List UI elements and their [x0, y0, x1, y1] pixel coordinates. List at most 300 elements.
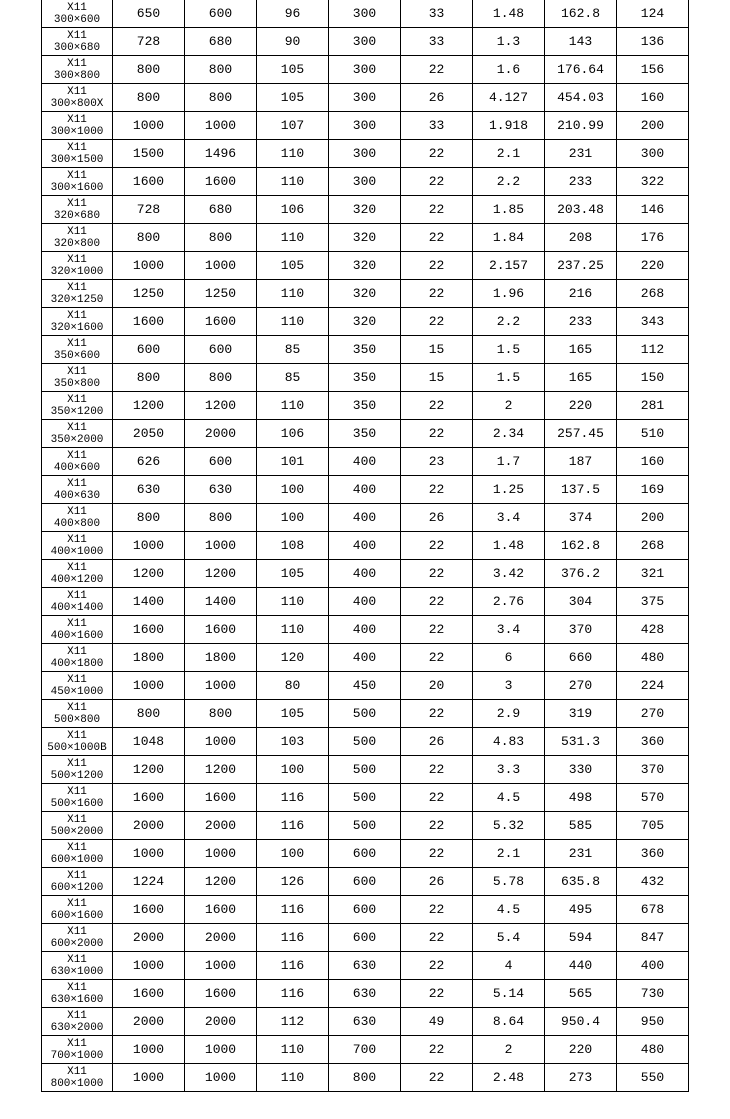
value-cell: 237.25	[545, 252, 617, 280]
value-cell: 500	[329, 812, 401, 840]
model-size: 300×680	[53, 41, 101, 54]
value-cell: 630	[329, 952, 401, 980]
value-cell: 231	[545, 140, 617, 168]
value-cell: 319	[545, 700, 617, 728]
model-prefix: X11	[67, 505, 87, 518]
model-cell	[42, 588, 113, 616]
model-prefix: X11	[67, 1009, 87, 1022]
value-cell: 600	[329, 868, 401, 896]
value-cell: 1000	[185, 252, 257, 280]
model-prefix: X11	[67, 785, 87, 798]
value-cell: 120	[257, 644, 329, 672]
value-cell: 1.96	[473, 280, 545, 308]
value-cell: 22	[401, 392, 473, 420]
value-cell: 2.48	[473, 1064, 545, 1092]
value-cell: 374	[545, 504, 617, 532]
value-cell: 1000	[113, 112, 185, 140]
value-cell: 216	[545, 280, 617, 308]
value-cell: 1400	[185, 588, 257, 616]
value-cell: 116	[257, 812, 329, 840]
value-cell: 1800	[113, 644, 185, 672]
value-cell: 343	[617, 308, 689, 336]
value-cell: 432	[617, 868, 689, 896]
value-cell: 1.5	[473, 336, 545, 364]
value-cell: 300	[329, 0, 401, 28]
model-prefix: X11	[67, 169, 87, 182]
table-row	[42, 728, 689, 756]
value-cell: 428	[617, 616, 689, 644]
value-cell: 300	[617, 140, 689, 168]
table-row	[42, 756, 689, 784]
value-cell: 15	[401, 336, 473, 364]
value-cell: 137.5	[545, 476, 617, 504]
value-cell: 268	[617, 532, 689, 560]
value-cell: 1.6	[473, 56, 545, 84]
value-cell: 1000	[185, 112, 257, 140]
value-cell: 105	[257, 56, 329, 84]
value-cell: 728	[113, 196, 185, 224]
model-cell	[42, 280, 113, 308]
value-cell: 110	[257, 308, 329, 336]
model-size: 320×1000	[50, 265, 104, 278]
model-prefix: X11	[67, 29, 87, 42]
model-prefix: X11	[67, 337, 87, 350]
value-cell: 22	[401, 168, 473, 196]
value-cell: 22	[401, 308, 473, 336]
value-cell: 100	[257, 840, 329, 868]
value-cell: 728	[113, 28, 185, 56]
value-cell: 110	[257, 616, 329, 644]
value-cell: 4.5	[473, 784, 545, 812]
value-cell: 156	[617, 56, 689, 84]
value-cell: 1.3	[473, 28, 545, 56]
model-prefix: X11	[67, 925, 87, 938]
value-cell: 630	[185, 476, 257, 504]
value-cell: 800	[113, 84, 185, 112]
value-cell: 110	[257, 392, 329, 420]
value-cell: 116	[257, 952, 329, 980]
value-cell: 300	[329, 28, 401, 56]
value-cell: 626	[113, 448, 185, 476]
value-cell: 500	[329, 756, 401, 784]
model-size: 400×800	[53, 517, 101, 530]
value-cell: 105	[257, 560, 329, 588]
value-cell: 220	[545, 1036, 617, 1064]
table-row	[42, 812, 689, 840]
model-size: 700×1000	[50, 1049, 104, 1062]
value-cell: 22	[401, 420, 473, 448]
value-cell: 224	[617, 672, 689, 700]
value-cell: 22	[401, 196, 473, 224]
value-cell: 678	[617, 896, 689, 924]
value-cell: 498	[545, 784, 617, 812]
table-row	[42, 952, 689, 980]
table-row	[42, 364, 689, 392]
value-cell: 800	[185, 364, 257, 392]
model-prefix: X11	[67, 1, 87, 14]
value-cell: 320	[329, 224, 401, 252]
value-cell: 350	[329, 392, 401, 420]
table-row	[42, 980, 689, 1008]
table-row	[42, 532, 689, 560]
model-cell	[42, 112, 113, 140]
value-cell: 126	[257, 868, 329, 896]
value-cell: 22	[401, 1036, 473, 1064]
value-cell: 4.127	[473, 84, 545, 112]
value-cell: 116	[257, 980, 329, 1008]
model-prefix: X11	[67, 309, 87, 322]
value-cell: 1.84	[473, 224, 545, 252]
value-cell: 273	[545, 1064, 617, 1092]
model-size: 320×1250	[50, 293, 104, 306]
model-prefix: X11	[67, 561, 87, 574]
model-cell	[42, 616, 113, 644]
model-prefix: X11	[67, 393, 87, 406]
value-cell: 1.85	[473, 196, 545, 224]
model-prefix: X11	[67, 673, 87, 686]
model-cell	[42, 952, 113, 980]
value-cell: 630	[329, 980, 401, 1008]
value-cell: 304	[545, 588, 617, 616]
value-cell: 22	[401, 756, 473, 784]
value-cell: 594	[545, 924, 617, 952]
value-cell: 800	[113, 224, 185, 252]
value-cell: 480	[617, 1036, 689, 1064]
table-row	[42, 84, 689, 112]
value-cell: 630	[113, 476, 185, 504]
table-row	[42, 924, 689, 952]
value-cell: 400	[329, 532, 401, 560]
value-cell: 105	[257, 252, 329, 280]
value-cell: 220	[545, 392, 617, 420]
value-cell: 23	[401, 448, 473, 476]
value-cell: 100	[257, 476, 329, 504]
value-cell: 1200	[185, 756, 257, 784]
model-size: 630×1600	[50, 993, 104, 1006]
model-cell	[42, 1008, 113, 1036]
table-row	[42, 56, 689, 84]
value-cell: 110	[257, 588, 329, 616]
value-cell: 116	[257, 784, 329, 812]
value-cell: 22	[401, 224, 473, 252]
value-cell: 800	[113, 364, 185, 392]
value-cell: 800	[113, 504, 185, 532]
value-cell: 1200	[113, 392, 185, 420]
value-cell: 22	[401, 812, 473, 840]
value-cell: 3.42	[473, 560, 545, 588]
value-cell: 1000	[113, 952, 185, 980]
value-cell: 160	[617, 448, 689, 476]
model-cell	[42, 140, 113, 168]
model-cell	[42, 448, 113, 476]
model-prefix: X11	[67, 253, 87, 266]
model-prefix: X11	[67, 897, 87, 910]
value-cell: 110	[257, 1064, 329, 1092]
value-cell: 22	[401, 700, 473, 728]
model-prefix: X11	[67, 141, 87, 154]
value-cell: 300	[329, 140, 401, 168]
value-cell: 200	[617, 504, 689, 532]
value-cell: 22	[401, 840, 473, 868]
value-cell: 22	[401, 140, 473, 168]
value-cell: 169	[617, 476, 689, 504]
value-cell: 22	[401, 616, 473, 644]
value-cell: 1600	[113, 980, 185, 1008]
value-cell: 22	[401, 476, 473, 504]
value-cell: 847	[617, 924, 689, 952]
value-cell: 5.78	[473, 868, 545, 896]
value-cell: 1224	[113, 868, 185, 896]
value-cell: 550	[617, 1064, 689, 1092]
value-cell: 1600	[185, 616, 257, 644]
value-cell: 1000	[113, 532, 185, 560]
value-cell: 650	[113, 0, 185, 28]
value-cell: 370	[545, 616, 617, 644]
value-cell: 33	[401, 28, 473, 56]
value-cell: 281	[617, 392, 689, 420]
value-cell: 2.1	[473, 140, 545, 168]
table-row	[42, 616, 689, 644]
model-size: 400×1000	[50, 545, 104, 558]
model-size: 300×1600	[50, 181, 104, 194]
value-cell: 2000	[185, 812, 257, 840]
value-cell: 112	[617, 336, 689, 364]
model-cell	[42, 672, 113, 700]
value-cell: 350	[329, 420, 401, 448]
model-cell	[42, 28, 113, 56]
table-row	[42, 784, 689, 812]
table-row	[42, 448, 689, 476]
value-cell: 233	[545, 168, 617, 196]
value-cell: 1600	[185, 168, 257, 196]
model-cell	[42, 308, 113, 336]
value-cell: 1000	[113, 1036, 185, 1064]
value-cell: 630	[329, 1008, 401, 1036]
model-size: 400×600	[53, 461, 101, 474]
value-cell: 85	[257, 364, 329, 392]
value-cell: 1200	[113, 560, 185, 588]
value-cell: 400	[329, 448, 401, 476]
value-cell: 370	[617, 756, 689, 784]
model-cell	[42, 1036, 113, 1064]
model-prefix: X11	[67, 477, 87, 490]
model-size: 300×800	[53, 69, 101, 82]
value-cell: 1250	[185, 280, 257, 308]
table-row	[42, 336, 689, 364]
value-cell: 2	[473, 392, 545, 420]
value-cell: 116	[257, 896, 329, 924]
value-cell: 1496	[185, 140, 257, 168]
value-cell: 210.99	[545, 112, 617, 140]
value-cell: 1000	[185, 952, 257, 980]
value-cell: 2000	[113, 812, 185, 840]
value-cell: 105	[257, 700, 329, 728]
model-cell	[42, 560, 113, 588]
model-size: 300×1000	[50, 125, 104, 138]
value-cell: 600	[185, 448, 257, 476]
value-cell: 1000	[185, 728, 257, 756]
value-cell: 270	[545, 672, 617, 700]
value-cell: 450	[329, 672, 401, 700]
value-cell: 1048	[113, 728, 185, 756]
value-cell: 22	[401, 280, 473, 308]
table-row	[42, 644, 689, 672]
model-cell	[42, 168, 113, 196]
value-cell: 85	[257, 336, 329, 364]
value-cell: 22	[401, 896, 473, 924]
model-cell	[42, 252, 113, 280]
model-prefix: X11	[67, 421, 87, 434]
table-row	[42, 392, 689, 420]
value-cell: 3.4	[473, 616, 545, 644]
value-cell: 1000	[113, 1064, 185, 1092]
value-cell: 5.14	[473, 980, 545, 1008]
value-cell: 322	[617, 168, 689, 196]
value-cell: 500	[329, 700, 401, 728]
value-cell: 565	[545, 980, 617, 1008]
value-cell: 730	[617, 980, 689, 1008]
model-size: 350×1200	[50, 405, 104, 418]
value-cell: 1600	[113, 308, 185, 336]
value-cell: 3	[473, 672, 545, 700]
value-cell: 300	[329, 112, 401, 140]
table-row	[42, 840, 689, 868]
value-cell: 1600	[113, 616, 185, 644]
value-cell: 1000	[185, 1036, 257, 1064]
value-cell: 350	[329, 364, 401, 392]
value-cell: 300	[329, 56, 401, 84]
value-cell: 680	[185, 196, 257, 224]
model-prefix: X11	[67, 869, 87, 882]
model-cell	[42, 756, 113, 784]
table-row	[42, 1008, 689, 1036]
value-cell: 146	[617, 196, 689, 224]
model-prefix: X11	[67, 953, 87, 966]
value-cell: 110	[257, 280, 329, 308]
value-cell: 330	[545, 756, 617, 784]
value-cell: 136	[617, 28, 689, 56]
value-cell: 103	[257, 728, 329, 756]
model-size: 500×2000	[50, 825, 104, 838]
value-cell: 268	[617, 280, 689, 308]
model-size: 320×1600	[50, 321, 104, 334]
model-prefix: X11	[67, 729, 87, 742]
value-cell: 3.3	[473, 756, 545, 784]
value-cell: 26	[401, 728, 473, 756]
value-cell: 510	[617, 420, 689, 448]
value-cell: 2.1	[473, 840, 545, 868]
value-cell: 3.4	[473, 504, 545, 532]
value-cell: 1.25	[473, 476, 545, 504]
value-cell: 400	[329, 644, 401, 672]
value-cell: 22	[401, 952, 473, 980]
model-prefix: X11	[67, 225, 87, 238]
value-cell: 2000	[185, 924, 257, 952]
table-row	[42, 588, 689, 616]
model-prefix: X11	[67, 281, 87, 294]
value-cell: 2050	[113, 420, 185, 448]
value-cell: 950.4	[545, 1008, 617, 1036]
value-cell: 162.8	[545, 0, 617, 28]
value-cell: 150	[617, 364, 689, 392]
model-cell	[42, 476, 113, 504]
model-cell	[42, 980, 113, 1008]
model-prefix: X11	[67, 589, 87, 602]
value-cell: 112	[257, 1008, 329, 1036]
value-cell: 680	[185, 28, 257, 56]
value-cell: 1600	[113, 168, 185, 196]
value-cell: 1.7	[473, 448, 545, 476]
model-cell	[42, 224, 113, 252]
value-cell: 600	[185, 0, 257, 28]
value-cell: 400	[617, 952, 689, 980]
value-cell: 165	[545, 336, 617, 364]
value-cell: 570	[617, 784, 689, 812]
model-size: 500×1000B	[47, 741, 107, 754]
value-cell: 5.4	[473, 924, 545, 952]
spec-table	[41, 0, 689, 1092]
model-cell	[42, 504, 113, 532]
value-cell: 300	[329, 84, 401, 112]
value-cell: 160	[617, 84, 689, 112]
value-cell: 400	[329, 504, 401, 532]
table-row	[42, 280, 689, 308]
value-cell: 22	[401, 980, 473, 1008]
model-cell	[42, 196, 113, 224]
value-cell: 270	[617, 700, 689, 728]
table-row	[42, 672, 689, 700]
model-cell	[42, 420, 113, 448]
model-prefix: X11	[67, 1065, 87, 1078]
value-cell: 100	[257, 504, 329, 532]
value-cell: 800	[185, 700, 257, 728]
value-cell: 600	[113, 336, 185, 364]
model-size: 800×1000	[50, 1077, 104, 1090]
value-cell: 101	[257, 448, 329, 476]
value-cell: 22	[401, 56, 473, 84]
table-row	[42, 476, 689, 504]
value-cell: 4.5	[473, 896, 545, 924]
table-row	[42, 420, 689, 448]
value-cell: 1000	[185, 672, 257, 700]
value-cell: 660	[545, 644, 617, 672]
table-row	[42, 504, 689, 532]
value-cell: 176.64	[545, 56, 617, 84]
value-cell: 700	[329, 1036, 401, 1064]
table-row	[42, 896, 689, 924]
value-cell: 162.8	[545, 532, 617, 560]
value-cell: 500	[329, 784, 401, 812]
value-cell: 1000	[185, 532, 257, 560]
model-prefix: X11	[67, 449, 87, 462]
value-cell: 800	[329, 1064, 401, 1092]
value-cell: 1600	[185, 980, 257, 1008]
model-size: 500×1600	[50, 797, 104, 810]
value-cell: 110	[257, 224, 329, 252]
value-cell: 2.157	[473, 252, 545, 280]
value-cell: 1600	[185, 308, 257, 336]
model-size: 600×2000	[50, 937, 104, 950]
value-cell: 600	[329, 924, 401, 952]
model-size: 400×1800	[50, 657, 104, 670]
value-cell: 400	[329, 476, 401, 504]
value-cell: 950	[617, 1008, 689, 1036]
value-cell: 107	[257, 112, 329, 140]
model-size: 400×1600	[50, 629, 104, 642]
value-cell: 106	[257, 196, 329, 224]
value-cell: 176	[617, 224, 689, 252]
value-cell: 320	[329, 196, 401, 224]
